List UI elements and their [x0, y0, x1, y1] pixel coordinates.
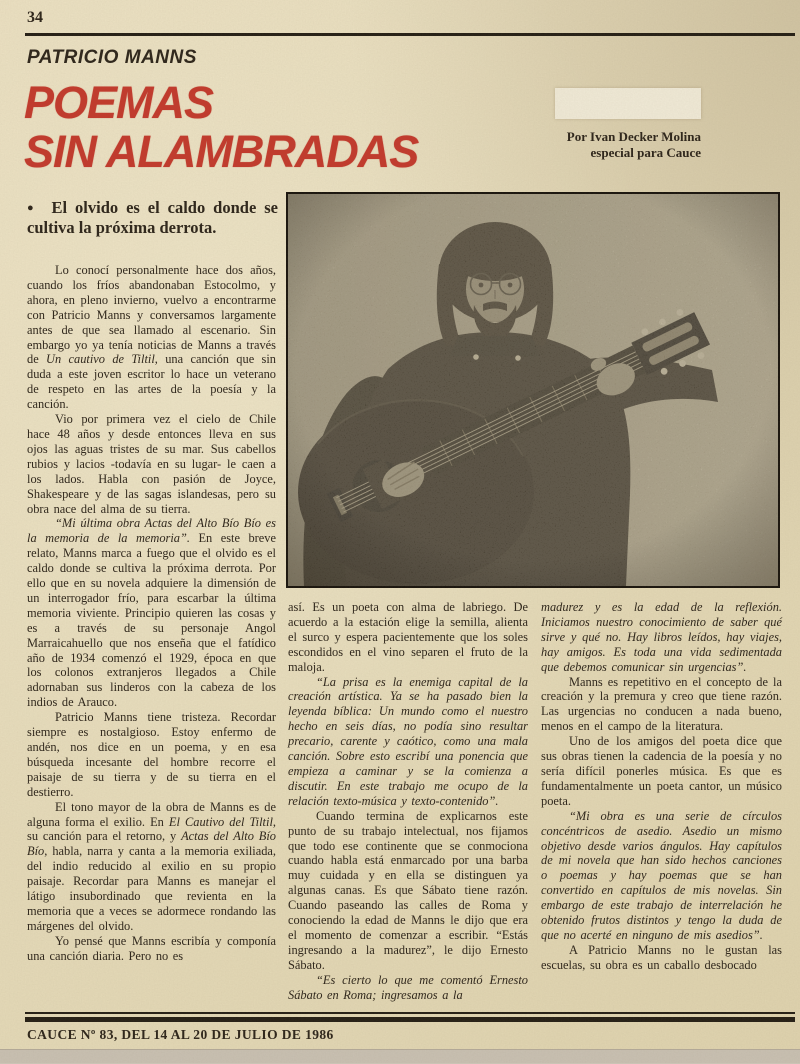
byline-author: Por Ivan Decker Molina — [566, 129, 701, 144]
text-segment: El tono mayor de la obra de Manns es de alguna forma el exilio. En — [27, 799, 276, 829]
text-segment: madurez y es la edad de la reflexión. Iniciamos nuestro conocimiento de saber qué sirve y qué no. Hay libros leídos, hay viajes, hay amigos. Es toda una vida sedimentada que debemos comunicar sin urgencias”. — [541, 600, 782, 674]
text-segment: Vio por primera vez el cielo de Chile hace 48 años y desde entonces lleva en sus ojos las aguas tristes de su mar. Sus cabellos rubios y lacios -todavía en su lugar- le caen a los lados. Habla con pasión de Joyce, Shakespeare y de las sagas islandesas, pero su obra nace del alma de su tierra. — [27, 412, 276, 516]
text-segment: , una canción que sin duda a este joven escritor lo hace un veterano de respeto en las artes de la poesía y la canción. — [27, 352, 276, 412]
top-rule — [25, 33, 795, 36]
text-segment: Patricio Manns tiene tristeza. Recordar siempre es nostalgioso. Estoy enfermo de andén, nos dice en un poema, y en esa búsqueda incesante del hombre recorre el paisaje de su tierra y de su tierra en el destierro. — [27, 710, 276, 799]
footer-text: CAUCE Nº 83, DEL 14 AL 20 DE JULIO DE 1986 — [27, 1027, 334, 1042]
text-segment: Un cautivo de Tiltil — [46, 352, 155, 367]
scan-edge — [0, 1049, 800, 1064]
title-line-1: POEMAS — [24, 77, 214, 128]
footer-rule — [25, 1012, 795, 1022]
lead-text: El olvido es el caldo donde se cultiva la próxima derrota. — [27, 198, 278, 237]
bullet-icon: ● — [27, 202, 38, 214]
text-segment: así. Es un poeta con alma de labriego. De acuerdo a la estación elige la semilla, alienta el surco y espera pacientemente que los soles escondidos en el vino separen el fruto de la maloja. — [288, 600, 528, 674]
photo-patricio-manns — [286, 192, 780, 588]
text-segment: Uno de los amigos del poeta dice que sus obras tienen la cadencia de la poesía y no sería difícil ponerles música. Es que es fundamentalmente un poeta cantor, un músico poeta. — [541, 734, 782, 808]
lead-paragraph — [27, 198, 278, 238]
paragraph — [541, 943, 782, 973]
text-segment: Cuando termina de explicarnos este punto de su trabajo intelectual, nos fijamos que todo ese continente que se conmociona cuando habla está enmarcado por una barba muy cuidada y en ella se distinguen ya algunas canas. Es que Sábato tiene razón. Cuando paseando las calles de Roma y conociendo la edad de Manns le dijo que era el momento de comenzar a escribir. “Estás ingresando a la madurez”, le dijo Ernesto Sábato. — [288, 808, 528, 972]
column-left — [27, 263, 276, 1011]
paragraph — [27, 800, 276, 934]
byline — [460, 129, 701, 161]
column-right — [541, 600, 782, 1012]
text-segment: A Patricio Manns no le gustan las escuelas, su obra es un caballo desbocado — [541, 942, 782, 972]
paragraph — [27, 516, 276, 710]
text-segment: En este breve relato, Manns marca a fuego que el olvido es el caldo donde se cultiva la próxima derrota. Por ello que en su novela adquiere la dimensión de un interrogador frío, para escarbar la última memoria viviente. Principio quieren las cosas y es a través de su personaje Angol Marraicahuello que nos enseña que el fatídico año de 1934 comenzó el 1929, época en que los colonos extranjeros llegados a Chile adornaban sus linderos con la cabeza de los indios de Arauco. — [27, 531, 276, 710]
text-segment: , su canción para el retorno, y — [27, 814, 276, 844]
paragraph — [541, 600, 782, 675]
paragraph — [27, 412, 276, 516]
paragraph — [541, 809, 782, 943]
text-segment: “Mi última obra Actas del Alto Bío Bío es la memoria de la memoria”. — [27, 516, 276, 546]
paragraph — [288, 600, 528, 675]
paragraph — [541, 734, 782, 809]
paragraph — [27, 710, 276, 799]
text-segment: El Cautivo del Tiltil — [168, 814, 273, 829]
text-segment: Lo conocí personalmente hace dos años, cuando los fríos abandonaban Estocolmo, y ahora, en pleno invierno, vuelvo a encontrarme con Patricio Manns y conversamos largamente antes de que sea llamado al escenario. Sin embargo yo ya tenía noticias de Manns a través de — [27, 263, 276, 367]
page-number: 34 — [27, 9, 43, 26]
text-segment: “La prisa es la enemiga capital de la creación artística. Ya se ha pasado bien la leyenda bíblica: Un mundo como el nuestro hecho en seis días, no podía sino resultar precario, carente y caótico, como una mala canción. Sobre esto escribí una ponencia que empieza a caminar y se la comienza a discutir. En este trabajo me ocupo de la relación texto-música y texto-contenido”. — [288, 674, 528, 808]
title-line-2: SIN ALAMBRADAS — [24, 126, 419, 177]
text-segment: Actas del Alto Bío Bío — [27, 829, 276, 859]
paragraph — [27, 934, 276, 964]
paragraph — [541, 675, 782, 735]
article-title — [24, 78, 418, 176]
text-segment: “Es cierto lo que me comentó Ernesto Sábato en Roma; ingresamos a la — [288, 972, 528, 1002]
paragraph — [288, 809, 528, 973]
photo-illustration — [288, 194, 778, 586]
byline-credit: especial para Cauce — [590, 145, 701, 160]
paragraph — [288, 973, 528, 1003]
paragraph — [27, 263, 276, 412]
text-segment: Yo pensé que Manns escribía y componía una canción diaria. Pero no es — [27, 933, 276, 963]
kicker-patricio-manns: PATRICIO MANNS — [27, 47, 197, 68]
column-middle — [288, 600, 528, 1012]
paragraph — [288, 675, 528, 809]
redacted-box — [555, 88, 701, 119]
text-segment: , habla, narra y canta a la memoria exiliada, del indio reducido al exilio en su propio paisaje. Recordar para Manns es manejar el látigo insubordinado que revienta en la memoria que a veces se adormece rondando las márgenes del olvido. — [27, 844, 276, 933]
text-segment: Manns es repetitivo en el concepto de la creación y la premura y creo que tiene razón. Las urgencias no conducen a nada bueno, menos en el campo de la literatura. — [541, 674, 782, 734]
text-segment: “Mi obra es una serie de círculos concéntricos de asedio. Asedio un mismo objetivo desde varios ángulos. Hay capítulos de mi novela que han sido hechos canciones o poemas y hay poemas que se han convertido en capítulos de mis novelas. Sin embargo de este trabajo de interrelación he obtenido frutos distintos y tengo la duda de que no acerté en ninguno de mis asedios”. — [541, 808, 782, 942]
